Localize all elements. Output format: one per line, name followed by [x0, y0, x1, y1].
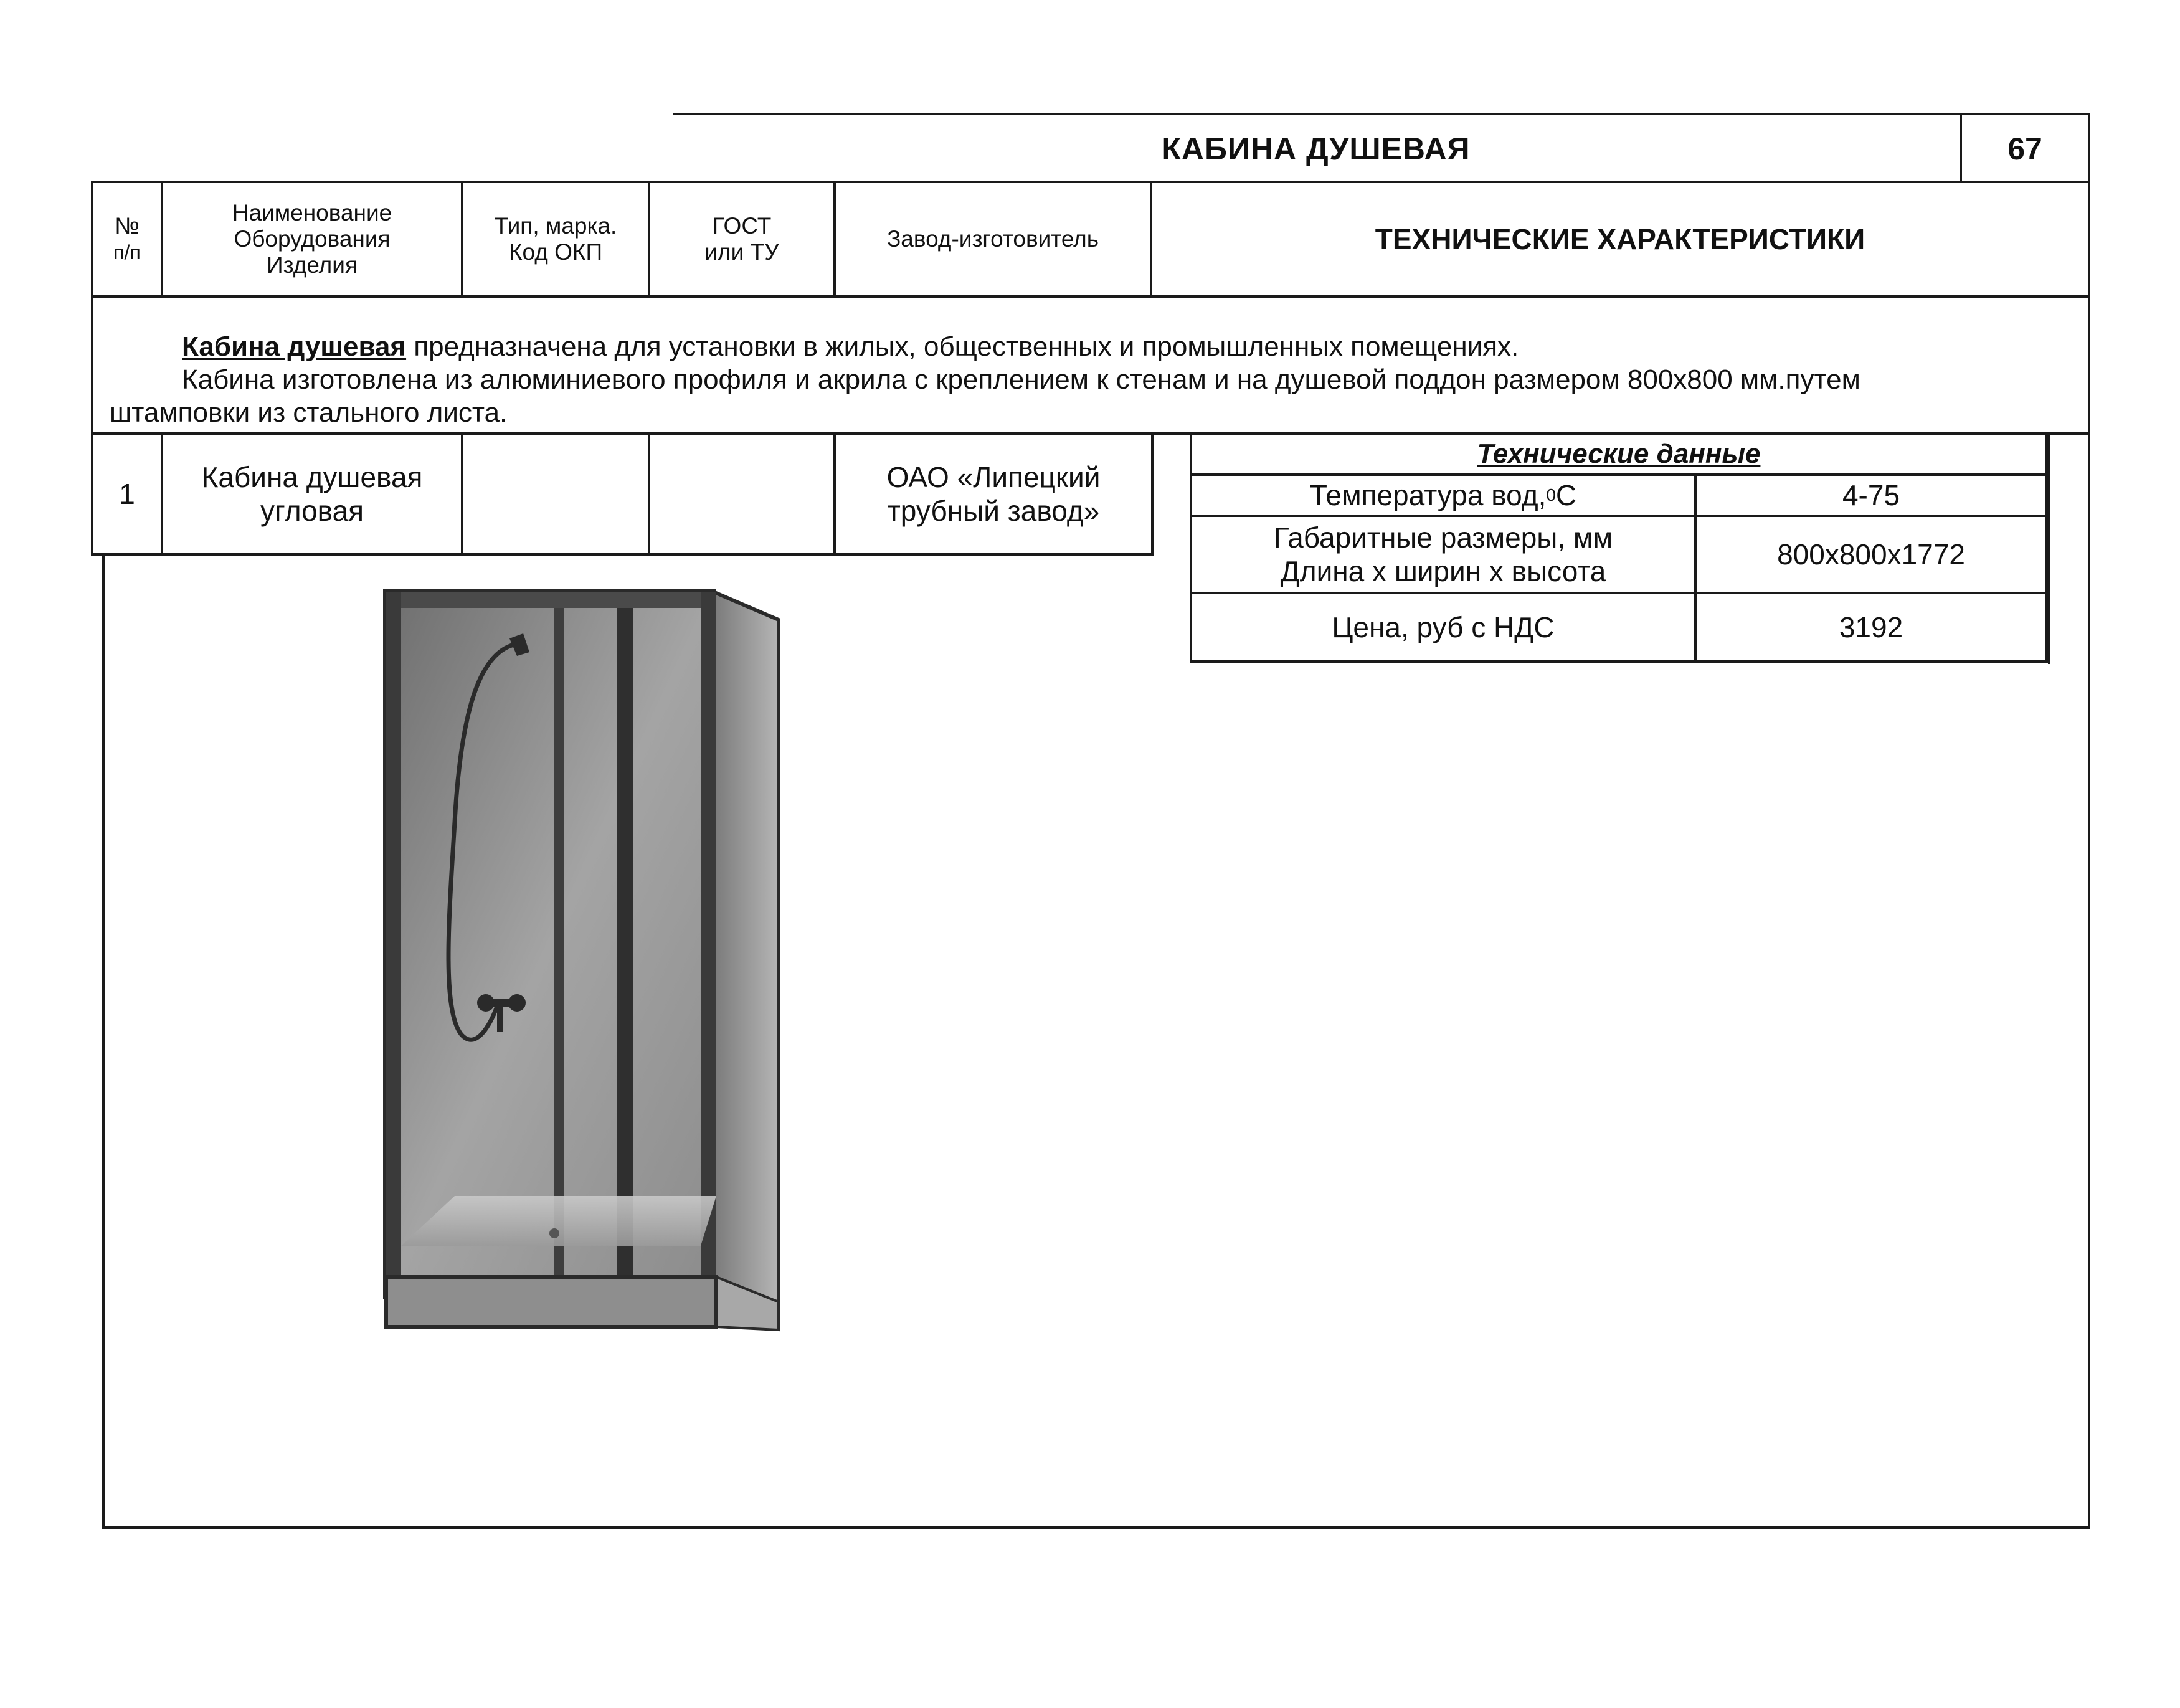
page-number	[1962, 115, 2088, 182]
row-name-l2: угловая	[260, 495, 364, 527]
tech-row-price-label: Цена, руб с НДС	[1332, 611, 1555, 643]
page-title	[673, 115, 1960, 182]
col-header-num-l2: п/п	[113, 241, 141, 263]
page-title-text: КАБИНА ДУШЕВАЯ	[1162, 131, 1471, 166]
description-line-3-text: штамповки из стального листа.	[110, 397, 508, 428]
col-header-gost-l1: ГОСТ	[712, 213, 772, 239]
row-num	[93, 435, 161, 553]
tech-row-price-value	[1697, 594, 2045, 660]
tech-table-col-sep	[1694, 473, 1697, 662]
col-header-type-l1: Тип, марка.	[494, 213, 617, 239]
col-header-name-l2: Оборудования	[234, 226, 391, 252]
cabin-frame-left	[386, 592, 401, 1296]
col-header-type-l2: Код ОКП	[508, 239, 603, 265]
col-header-name	[163, 183, 461, 295]
cabin-frame-right	[701, 592, 716, 1296]
tech-row-temperature-value	[1697, 476, 2045, 515]
tech-row-dimensions-value-text: 800х800х1772	[1777, 538, 1965, 571]
tech-row-temperature-label: Температура вод,	[1309, 479, 1547, 511]
tech-table	[1190, 435, 2048, 663]
col-header-name-l1: Наименование	[232, 200, 392, 225]
frame-bottom	[102, 1526, 2090, 1529]
cabin-front-glass	[386, 592, 713, 1296]
col-header-type	[463, 183, 648, 295]
description-line-2-text: Кабина изготовлена из алюминиевого профиля и акрила с креплением к стенам и на душевой поддон размером 800х800 мм.путем	[182, 364, 1860, 395]
row-sep-5	[1151, 434, 1154, 554]
page-number-text: 67	[2007, 131, 2042, 166]
row-name-l1: Кабина душевая	[201, 461, 423, 493]
cabin-drain	[549, 1228, 559, 1238]
row-bottom-line	[91, 553, 1154, 556]
cabin-frame-mid-2	[617, 608, 633, 1287]
tech-row-dimensions-param	[1192, 517, 1694, 592]
tech-table-border-bottom	[1190, 660, 2048, 663]
description-line-1	[110, 330, 2078, 363]
col-header-gost-l2: или ТУ	[704, 239, 779, 265]
row-name	[163, 435, 461, 553]
description	[110, 330, 2078, 430]
row-gost	[650, 435, 833, 553]
col-header-gost	[650, 183, 833, 295]
col-header-num-l1: №	[115, 213, 140, 239]
tech-table-title-text: Технические данные	[1477, 439, 1761, 469]
cabin-shower-tray	[401, 1196, 716, 1246]
tech-row-temperature-value-text: 4-75	[1842, 479, 1900, 511]
tech-row-price-param	[1192, 594, 1694, 660]
col-header-tech-text: ТЕХНИЧЕСКИЕ ХАРАКТЕРИСТИКИ	[1375, 223, 1865, 255]
tech-row-price-value-text: 3192	[1839, 611, 1903, 643]
header-bottom-line	[91, 295, 2090, 298]
row-manufacturer-l1: ОАО «Липецкий	[886, 461, 1101, 493]
col-header-num	[93, 183, 161, 295]
frame-right	[2088, 113, 2090, 1529]
tech-row-temperature-param: Температура вод, 0 С	[1309, 479, 1577, 511]
cabin-frame-mid-1	[554, 608, 564, 1287]
col-header-manufacturer	[836, 183, 1150, 295]
description-line-1-rest: предназначена для установки в жилых, общественных и промышленных помещениях.	[406, 331, 1519, 362]
description-line-2	[110, 363, 2078, 396]
tech-guide-right	[2048, 434, 2050, 664]
tech-row-temperature-unit: С	[1555, 479, 1577, 511]
row-manufacturer-l2: трубный завод»	[887, 495, 1100, 527]
col-header-manufacturer-text: Завод-изготовитель	[886, 226, 1099, 252]
cabin-tray-base	[386, 1277, 716, 1327]
tech-table-title	[1192, 435, 2045, 473]
description-line-3	[110, 396, 2078, 429]
row-type	[463, 435, 648, 553]
tech-row-dimensions-value	[1697, 517, 2045, 592]
description-term: Кабина душевая	[182, 331, 407, 362]
tech-row-dimensions-l2: Длина х ширин х высота	[1280, 555, 1606, 587]
cabin-side-panel	[713, 592, 779, 1321]
row-num-text: 1	[119, 478, 135, 510]
frame-left-lower	[102, 556, 105, 1527]
col-header-tech	[1152, 183, 2088, 295]
col-header-name-l3: Изделия	[267, 252, 358, 278]
row-manufacturer	[836, 435, 1151, 553]
tech-row-dimensions-l1: Габаритные размеры, мм	[1273, 521, 1613, 554]
cabin-top-frame	[386, 592, 713, 608]
shower-cabin-photo	[367, 573, 803, 1395]
